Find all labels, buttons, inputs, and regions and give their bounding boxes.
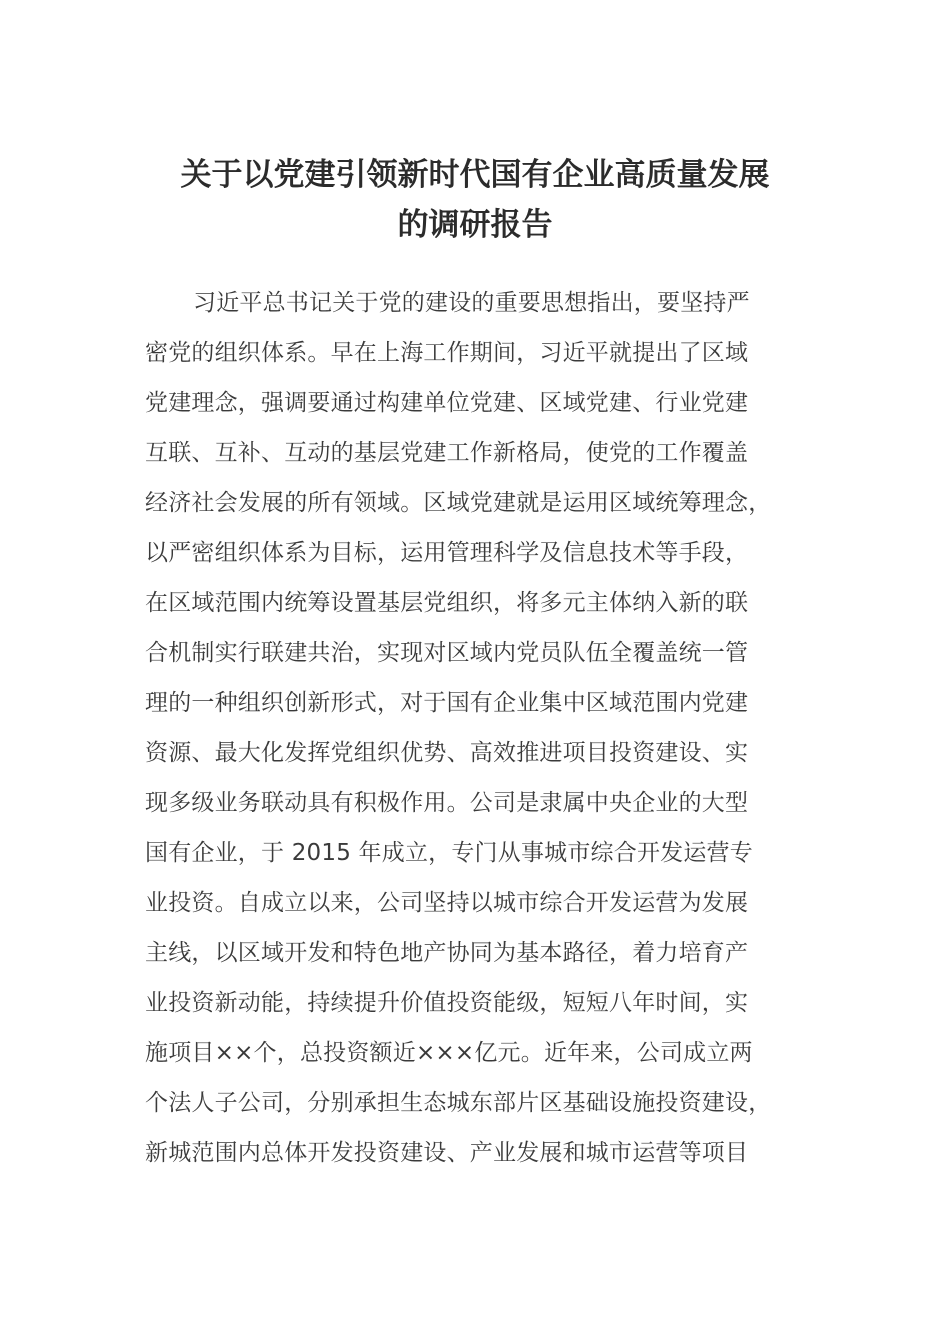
body-line: 新城范围内总体开发投资建设、产业发展和城市运营等项目	[145, 1140, 749, 1166]
body-line: 互联、互补、互动的基层党建工作新格局，使党的工作覆盖	[145, 440, 749, 466]
body-line: 党建理念，强调要通过构建单位党建、区域党建、行业党建	[145, 390, 749, 416]
body-line: 现多级业务联动具有积极作用。公司是隶属中央企业的大型	[145, 790, 749, 816]
body-line: 经济社会发展的所有领域。区域党建就是运用区域统筹理念，	[145, 490, 772, 516]
body-line: 国有企业，于 2015 年成立，专门从事城市综合开发运营专	[145, 840, 753, 866]
body-line: 资源、最大化发挥党组织优势、高效推进项目投资建设、实	[145, 740, 749, 766]
body-line: 业投资新动能，持续提升价值投资能级，短短八年时间，实	[145, 990, 749, 1016]
body-line: 在区域范围内统筹设置基层党组织，将多元主体纳入新的联	[145, 590, 749, 616]
body-line: 业投资。自成立以来，公司坚持以城市综合开发运营为发展	[145, 890, 749, 916]
body-line: 理的一种组织创新形式，对于国有企业集中区域范围内党建	[145, 690, 749, 716]
body-line: 施项目××个，总投资额近×××亿元。近年来，公司成立两	[145, 1040, 753, 1066]
title-line: 关于以党建引领新时代国有企业高质量发展	[180, 157, 770, 193]
document-title	[130, 150, 820, 250]
body-line: 密党的组织体系。早在上海工作期间，习近平就提出了区域	[145, 340, 749, 366]
body-paragraph	[145, 278, 825, 1178]
body-line: 个法人子公司，分别承担生态城东部片区基础设施投资建设，	[145, 1090, 772, 1116]
body-line: 主线，以区域开发和特色地产协同为基本路径，着力培育产	[145, 940, 749, 966]
body-line: 习近平总书记关于党的建设的重要思想指出，要坚持严	[193, 290, 750, 316]
title-line: 的调研报告	[397, 207, 553, 243]
body-line: 合机制实行联建共治，实现对区域内党员队伍全覆盖统一管	[145, 640, 749, 666]
body-line: 以严密组织体系为目标，运用管理科学及信息技术等手段，	[145, 540, 749, 566]
